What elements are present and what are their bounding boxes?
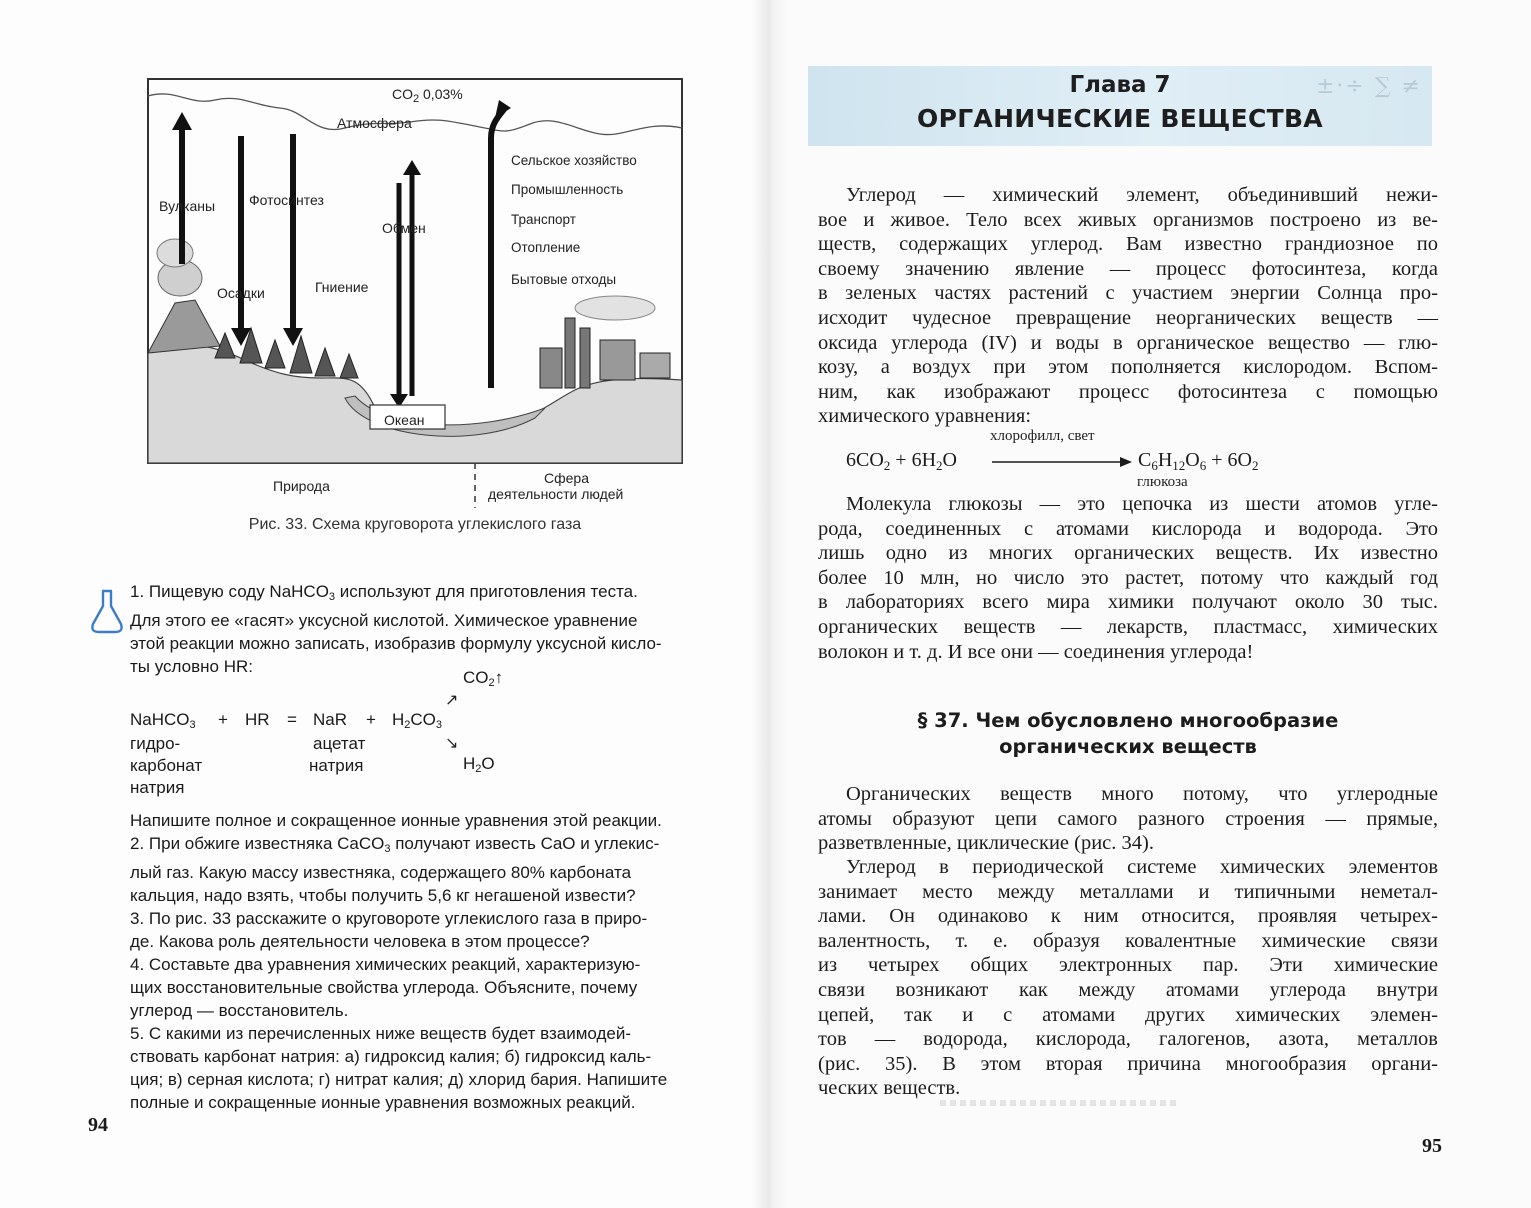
task-1-line-3: этой реакции можно записать, изобразив формулу уксусной кисло- [130, 634, 662, 653]
text-line: своему значению явление — процесс фотосинтеза, когда [818, 257, 1438, 280]
flask-icon [90, 588, 124, 634]
eq-label-left-1: гидро- [130, 734, 181, 753]
decorative-formula-pattern: ±·÷ ∑ ≠ [1316, 74, 1422, 99]
text-line: рода, соединенных с атомами кислорода и водорода. Это [818, 517, 1438, 540]
activity-transport: Транспорт [511, 212, 576, 227]
text-line: цепей, так и с атомами других химических элемен- [818, 1003, 1438, 1026]
question-line: ствовать карбонат натрия: а) гидроксид калия; б) гидроксид каль- [130, 1047, 652, 1066]
question-line: углерод — восстановитель. [130, 1001, 349, 1020]
chapter-title: ОРГАНИЧЕСКИЕ ВЕЩЕСТВА [917, 104, 1323, 133]
text-line: вое и живое. Тело всех живых организмов построено из ве- [818, 208, 1438, 231]
decay-label: Гниение [315, 279, 369, 295]
reaction-condition: хлорофилл, свет [990, 428, 1095, 444]
eq-nahco3: NaHCO$_3$ [130, 710, 196, 731]
text-line: связи возникают как между атомами углерода внутри [818, 978, 1438, 1001]
task-1-line-1: 1. Пищевую соду NaHCO$_3$ используют для приготовления теста. [130, 582, 638, 603]
eq-h2o: $H_2O$ [463, 754, 495, 775]
text-line: органических веществ — лекарств, пластмасс, химических [818, 615, 1438, 638]
section-title-line-1: § 37. Чем обусловлено многообразие [917, 709, 1339, 732]
text-line: лами. Он одинаково к ним относится, проявляя четырех- [818, 905, 1438, 928]
text-line: разветвленные, циклические (рис. 34). [818, 832, 1154, 855]
question-line: де. Какова роль деятельности человека в этом процессе? [130, 932, 590, 951]
text-line: тов — водорода, кислорода, галогенов, азота, металлов [818, 1028, 1438, 1051]
eq-label-mid-1: ацетат [313, 734, 366, 753]
eq-arrow-down-icon: ↘ [445, 735, 459, 752]
question-line: Напишите полное и сокращенное ионные уравнения этой реакции. [130, 811, 662, 830]
text-line: в зеленых частях растений с участием энергии Солнца про- [818, 282, 1438, 305]
text-line: ществ, содержащих углерод. Вам известно грандиозное по [818, 233, 1438, 256]
reaction-arrow-icon [992, 456, 1132, 468]
intro-paragraph [818, 183, 1438, 429]
precipitation-label: Осадки [217, 285, 265, 301]
reaction-glucose-label: глюкоза [1137, 474, 1188, 490]
text-line: ческих веществ. [818, 1077, 961, 1100]
eq-plus-1: + [218, 710, 228, 729]
section-title [818, 708, 1438, 760]
glucose-paragraph [818, 492, 1438, 664]
activity-waste: Бытовые отходы [511, 272, 617, 287]
question-line: кальция, надо взять, чтобы получить 5,6 кг негашеной извести? [130, 886, 636, 905]
activity-agriculture: Сельское хозяйство [511, 153, 637, 168]
text-line: ним, как изображают процесс фотосинтеза с помощью [818, 380, 1438, 403]
atmosphere-label: Атмосфера [337, 115, 412, 131]
question-line: 3. По рис. 33 расскажите о круговороте углекислого газа в приро- [130, 909, 648, 928]
text-line: в лабораториях всего мира химики получают около 30 тыс. [818, 591, 1438, 614]
text-line: волокон и т. д. И все они — соединения углерода! [818, 640, 1254, 663]
nature-label: Природа [273, 478, 330, 494]
question-line: 5. С какими из перечисленных ниже веществ будет взаимодей- [130, 1024, 631, 1043]
questions [130, 809, 722, 1114]
activity-industry: Промышленность [511, 182, 624, 197]
chapter-number: Глава 7 [1069, 72, 1171, 98]
eq-label-mid-2: натрия [309, 756, 364, 775]
question-line: 2. При обжиге известняка CaCO$_3$ получают известь CaO и углекис- [130, 834, 660, 855]
text-line: Органических веществ много потому, что углеродные [846, 783, 1438, 805]
task-1 [130, 580, 722, 678]
text-line: исходит чудесное превращение неорганических веществ — [818, 306, 1438, 329]
faint-bleed-through [940, 1100, 1180, 1106]
activity-heating: Отопление [511, 240, 581, 255]
reaction-reactants: $6CO_2 + 6H_2O$ [846, 449, 957, 473]
text-line: (рис. 35). В этом вторая причина многообразия органи- [818, 1052, 1438, 1075]
reaction-products: $C_6H_{12}O_6 + 6O_2$ [1138, 449, 1259, 473]
text-line: занимает место между металлами и типичными неметал- [818, 880, 1438, 903]
text-line: Углерод в периодической системе химических элементов [846, 856, 1438, 878]
text-line: Молекула глюкозы — это цепочка из шести атомов угле- [846, 493, 1438, 515]
question-line: 4. Составьте два уравнения химических реакций, характеризую- [130, 955, 641, 974]
volcanoes-label: Вулканы [159, 198, 216, 214]
question-line: щих восстановительные свойства углерода. Объясните, почему [130, 978, 638, 997]
exchange-label: Обмен [382, 220, 426, 236]
text-line: козу, а воздух при этом пополняется кислородом. Вспом- [818, 356, 1438, 379]
text-line: химического уравнения: [818, 405, 1032, 428]
human-sphere-label-2: деятельности людей [488, 486, 624, 502]
eq-plus-2: + [366, 710, 376, 729]
ocean-label: Океан [384, 412, 425, 428]
task-1-line-2: Для этого ее «гасят» уксусной кислотой. Химическое уравнение [130, 611, 638, 630]
question-line: полные и сокращенные ионные уравнения возможных реакций. [130, 1093, 636, 1112]
book-gutter [752, 0, 788, 1208]
page-number-left: 94 [88, 1114, 108, 1136]
section-paragraph-2 [818, 855, 1438, 1101]
eq-hr: HR [245, 710, 270, 729]
section-title-line-2: органических веществ [999, 735, 1257, 758]
question-line: лый газ. Какую массу известняка, содержащего 80% карбоната [130, 863, 632, 882]
figure-caption: Рис. 33. Схема круговорота углекислого газа [248, 516, 582, 533]
eq-h2co3: $H_2CO_3$ [392, 710, 443, 731]
text-line: более 10 млн, но число это растет, потому что каждый год [818, 566, 1438, 589]
carbon-cycle-diagram [145, 78, 685, 508]
co2-label: $CO_2$ 0,03% [392, 86, 463, 105]
text-line: оксида углерода (IV) и воды в органическое вещество — глю- [818, 331, 1438, 354]
eq-label-left-2: карбонат [130, 756, 203, 775]
eq-arrow-up-icon: ↗ [445, 692, 459, 709]
text-line: Углерод — химический элемент, объединивший нежи- [846, 184, 1438, 206]
eq-co2-product: $CO_2↑$ [463, 668, 504, 689]
human-sphere-label-1: Сфера [544, 470, 589, 486]
text-line: лишь одно из многих органических веществ. Их известно [818, 542, 1438, 565]
photosynthesis-label: Фотосинтез [249, 192, 324, 208]
question-line: ция; в) серная кислота; г) нитрат калия; д) хлорид бария. Напишите [130, 1070, 668, 1089]
text-line: из четырех общих электронных пар. Эти химические [818, 954, 1438, 977]
text-line: атомы образуют цепи самого разного строения — прямые, [818, 807, 1438, 830]
page-number-right: 95 [1422, 1135, 1442, 1157]
eq-equals: = [287, 710, 297, 729]
eq-label-left-3: натрия [130, 778, 185, 797]
task-1-line-4: ты условно HR: [130, 657, 253, 676]
eq-nar: NaR [313, 710, 348, 729]
text-line: валентность, т. е. образуя ковалентные химические связи [818, 929, 1438, 952]
section-paragraph-1 [818, 782, 1438, 856]
